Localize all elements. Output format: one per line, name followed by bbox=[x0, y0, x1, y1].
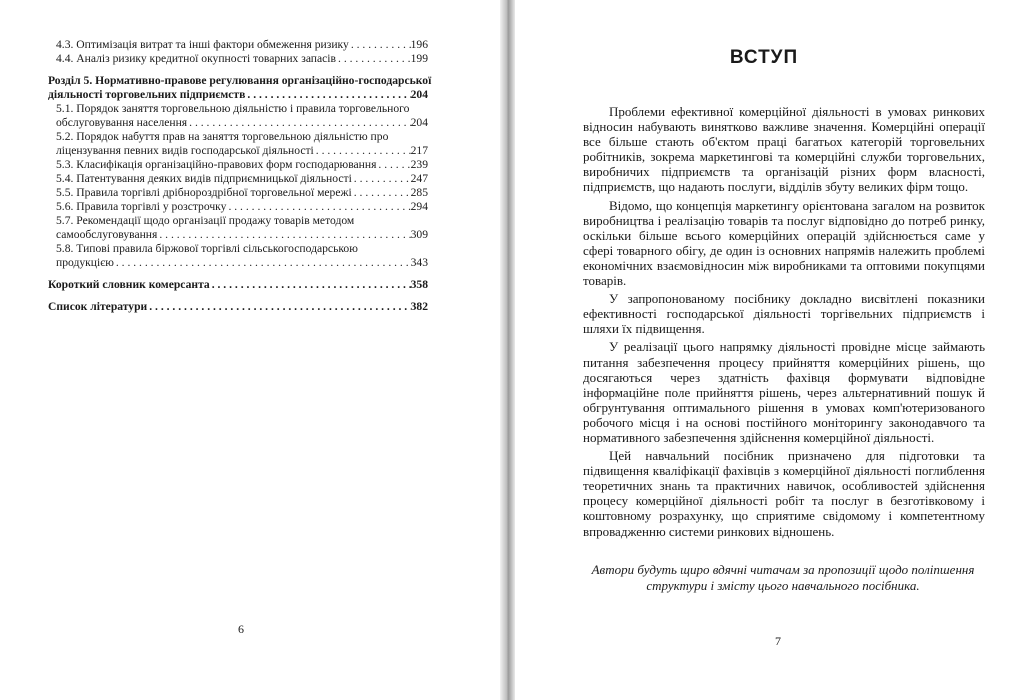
paragraph-5: Цей навчальний посібник призначено для підготовки та підвищення кваліфікації фахівців з комерційної діяльності поглиблення теоретичних знань та практичних навичок, особливостей здійснення процесу комерційної діяльності робіт та послуг в безготівковому і коштовному розрахунку, що сприятиме свідомому і компетентному впровадженню системи ринкових відношень. bbox=[583, 448, 985, 539]
toc-page: 247 bbox=[410, 172, 428, 185]
toc-number: 5.7. bbox=[56, 214, 74, 227]
toc-number: 4.4. bbox=[56, 52, 74, 65]
toc-number: 5.4. bbox=[56, 172, 74, 185]
toc-page: 294 bbox=[410, 200, 428, 213]
toc-leader bbox=[247, 88, 410, 102]
toc-number: 5.2. bbox=[56, 130, 74, 143]
toc-title: Класифікація організаційно-правових форм господарювання bbox=[76, 158, 377, 171]
toc-number: 4.3. bbox=[56, 38, 74, 51]
table-of-contents bbox=[48, 38, 432, 314]
toc-entry-5-4 bbox=[48, 172, 428, 186]
toc-title-cont: діяльності торговельних підприємств bbox=[48, 88, 246, 101]
toc-section-5 bbox=[48, 74, 432, 102]
toc-title: Патентування деяких видів підприємницької діяльності bbox=[76, 172, 352, 185]
toc-page: 309 bbox=[410, 228, 428, 241]
toc-title: Рекомендації щодо організації продажу товарів методом bbox=[76, 214, 355, 227]
toc-page: 199 bbox=[410, 52, 428, 65]
toc-section-label: Розділ 5. bbox=[48, 74, 93, 87]
toc-leader bbox=[316, 144, 411, 158]
paragraph-4: У реалізації цього напрямку діяльності провідне місце займають питання забезпечення процесу прийняття комерційних рішень, що досягаються через здатність фахівця формувати відповідне інформаційне поле прийняття рішень, через альтернативний пошук й обгрунтування оптимального рішення в умовах комп'ютеризованого робочого місця і на основі постійного моніторингу законодавчого та нормативного забезпечення здійснення комерційної діяльності. bbox=[583, 339, 985, 445]
toc-title-cont: обслуговування населення bbox=[56, 116, 188, 129]
toc-page: 196 bbox=[410, 38, 428, 51]
toc-leader bbox=[228, 200, 410, 214]
toc-entry-glossary bbox=[48, 278, 428, 292]
toc-entry-references bbox=[48, 300, 428, 314]
toc-page: 343 bbox=[410, 256, 428, 269]
book-gutter bbox=[500, 0, 515, 700]
toc-leader bbox=[159, 228, 410, 242]
toc-leader bbox=[351, 38, 411, 52]
toc-leader bbox=[212, 278, 411, 292]
toc-entry-5-2 bbox=[48, 130, 428, 158]
toc-leader bbox=[378, 158, 410, 172]
toc-title-cont: продукцією bbox=[56, 256, 114, 269]
toc-title: Порядок набуття прав на заняття торговельною діяльністю про bbox=[76, 130, 389, 143]
toc-entry-5-5 bbox=[48, 186, 428, 200]
paragraph-2: Відомо, що концепція маркетингу орієнтована загалом на розвиток виробництва і реалізацію товарів та послуг відповідно до потреб ринку, оскільки більше всього комерційних операцій здійснюється саме у сфері товарного обігу, де один із основних напрямів належить проблемі економічних взаємовідносин між виробниками та оптовими покупцями товарів. bbox=[583, 197, 985, 289]
toc-title: Нормативно-правове регулювання організаційно-господарської bbox=[95, 74, 432, 87]
page-number-right: 7 bbox=[775, 634, 781, 648]
page-title: ВСТУП bbox=[729, 47, 799, 68]
toc-number: 5.8. bbox=[56, 242, 74, 255]
toc-leader bbox=[116, 256, 411, 270]
toc-entry-5-3 bbox=[48, 158, 428, 172]
toc-title: Короткий словник комерсанта bbox=[48, 278, 210, 291]
toc-title: Аналіз ризику кредитної окупності товарних запасів bbox=[76, 52, 337, 65]
paragraph-3: У запропонованому посібнику докладно висвітлені показники ефективності господарської діяльності торгівельних підприємств і шляхи їх підвищення. bbox=[583, 291, 985, 337]
toc-title-cont: самообслуговування bbox=[56, 228, 158, 241]
toc-page: 382 bbox=[410, 300, 428, 313]
toc-number: 5.3. bbox=[56, 158, 74, 171]
toc-leader bbox=[338, 52, 411, 66]
toc-title: Типові правила біржової торгівлі сільськогосподарською bbox=[76, 242, 358, 255]
toc-entry-5-6 bbox=[48, 200, 428, 214]
toc-title: Порядок заняття торговельною діяльністю і правила торговельного bbox=[76, 102, 410, 115]
toc-leader bbox=[354, 186, 411, 200]
toc-entry-4-4 bbox=[48, 52, 428, 66]
authors-note-line-2: структури і змісту цього навчального посібника. bbox=[646, 578, 920, 593]
toc-title: Правила торгівлі у розстрочку bbox=[76, 200, 227, 213]
toc-title: Оптимізація витрат та інші фактори обмеження ризику bbox=[76, 38, 349, 51]
toc-leader bbox=[149, 300, 410, 314]
authors-note-line-1: Автори будуть щиро вдячні читачам за пропозиції щодо поліпшення bbox=[591, 562, 975, 577]
paragraph-1: Проблеми ефективної комерційної діяльності в умовах ринкових відносин набувають винятково важливе значення. Комерційні операції все більше стають об'єктом праці багатьох категорій торговельних робітників, зокрема маркетингові та комерційні служби торговельних, виробничих підприємств та організацій різних форм власності, підприємств, що надають послуги, відділів збуту великих фірм тощо. bbox=[583, 104, 985, 195]
toc-number: 5.5. bbox=[56, 186, 74, 199]
toc-number: 5.6. bbox=[56, 200, 74, 213]
page-number-left: 6 bbox=[238, 622, 244, 636]
toc-page: 239 bbox=[410, 158, 428, 171]
intro-body bbox=[583, 104, 985, 542]
toc-entry-5-8 bbox=[48, 242, 428, 270]
toc-entry-5-7 bbox=[48, 214, 428, 242]
authors-note bbox=[573, 562, 993, 594]
toc-page: 217 bbox=[410, 144, 428, 157]
toc-number: 5.1. bbox=[56, 102, 74, 115]
left-page bbox=[0, 0, 500, 700]
toc-title: Список літератури bbox=[48, 300, 148, 313]
toc-title: Правила торгівлі дрібнороздрібної торговельної мережі bbox=[76, 186, 352, 199]
toc-page: 358 bbox=[410, 278, 428, 291]
toc-entry-5-1 bbox=[48, 102, 428, 130]
toc-title-cont: ліцензування певних видів господарської діяльності bbox=[56, 144, 314, 157]
toc-entry-4-3 bbox=[48, 38, 428, 52]
toc-page: 285 bbox=[410, 186, 428, 199]
toc-leader bbox=[354, 172, 411, 186]
toc-leader bbox=[189, 116, 410, 130]
toc-page: 204 bbox=[410, 116, 428, 129]
right-page bbox=[515, 0, 1013, 700]
toc-page: 204 bbox=[410, 88, 428, 101]
